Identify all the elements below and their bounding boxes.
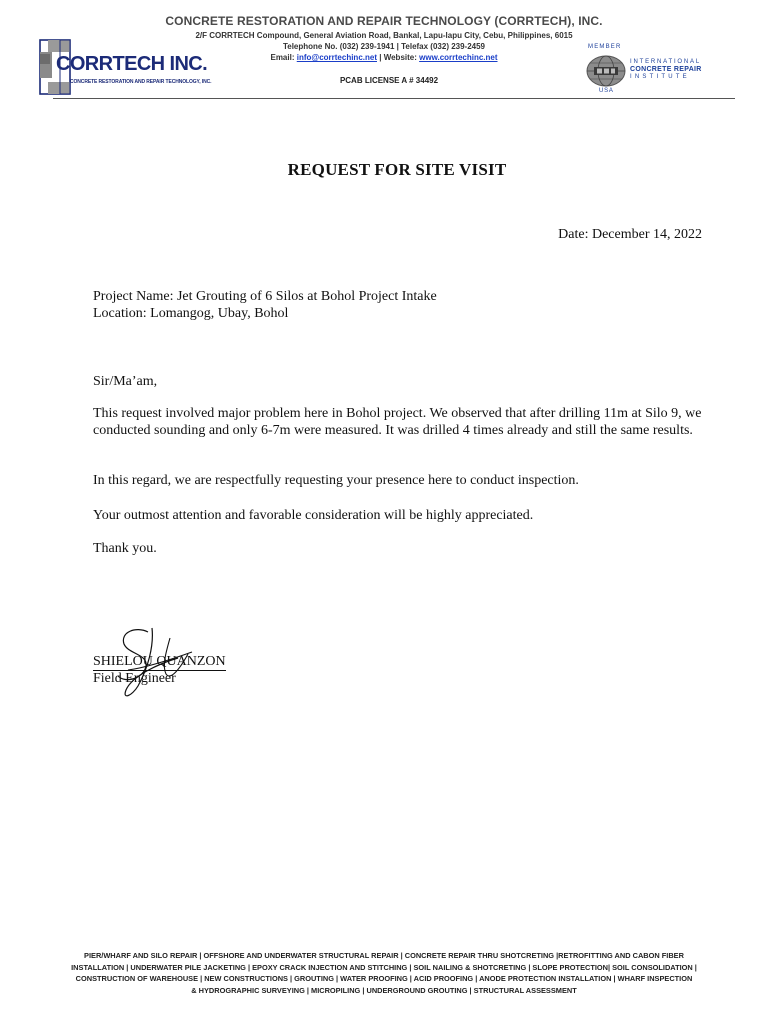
icri-line3: INSTITUTE: [630, 74, 690, 80]
website-label: | Website:: [379, 53, 417, 62]
project-location: Location: Lomangog, Ubay, Bohol: [93, 306, 289, 321]
company-telephone: Telephone No. (032) 239-1941 | Telefax (032) 239-2459: [282, 42, 486, 51]
salutation: Sir/Ma’am,: [93, 374, 158, 389]
pcab-license: PCAB LICENSE A # 34492: [339, 76, 439, 85]
footer-line-4: & HYDROGRAPHIC SURVEYING | MICROPILING | UNDERGROUND GROUTING | STRUCTURAL ASSESSMENT: [191, 985, 577, 995]
corrtech-logo: [36, 38, 236, 98]
closing: Thank you.: [93, 541, 157, 556]
icri-member-label: MEMBER: [588, 44, 622, 50]
icri-country: USA: [599, 88, 614, 94]
email-link[interactable]: info@corrtechinc.net: [296, 53, 377, 62]
body-paragraph-2: In this regard, we are respectfully requesting your presence here to conduct inspection.: [93, 473, 579, 488]
body-paragraph-3: Your outmost attention and favorable consideration will be highly appreciated.: [93, 508, 534, 523]
document-title: REQUEST FOR SITE VISIT: [287, 160, 507, 179]
project-name: Project Name: Jet Grouting of 6 Silos at Bohol Project Intake: [93, 289, 437, 304]
icri-line2: CONCRETE REPAIR: [630, 66, 702, 73]
services-footer: [40, 950, 728, 996]
project-details: [93, 288, 705, 322]
signatory-title: Field Engineer: [93, 671, 176, 686]
company-address: 2/F CORRTECH Compound, General Aviation Road, Bankal, Lapu-lapu City, Cebu, Philippines, 6015: [195, 31, 573, 40]
footer-line-1: PIER/WHARF AND SILO REPAIR | OFFSHORE AND UNDERWATER STRUCTURAL REPAIR | CONCRETE REPAIR THRU SHOTCRETING |RETROFITTING AND CABON FIBER: [84, 951, 684, 960]
document-date: Date: December 14, 2022: [558, 227, 702, 242]
website-link[interactable]: www.corrtechinc.net: [419, 53, 498, 62]
company-name: CONCRETE RESTORATION AND REPAIR TECHNOLOGY (CORRTECH), INC.: [165, 14, 603, 28]
footer-line-2: INSTALLATION | UNDERWATER PILE JACKETING | EPOXY CRACK INJECTION AND STITCHING | SOIL NAILING & SHOTCRETING | SLOPE PROTECTION| SOIL CONSOLIDATION |: [71, 962, 697, 972]
email-label: Email:: [270, 53, 295, 62]
body-paragraph-1: This request involved major problem here in Bohol project. We observed that after drilling 11m at Silo 9, we conducted sounding and only 6-7m were measured. It was drilled 4 times already and still the same results.: [93, 406, 702, 438]
header-divider: [53, 98, 735, 99]
icri-member-badge: [584, 44, 734, 98]
icri-line1: INTERNATIONAL: [630, 59, 701, 65]
footer-line-3: CONSTRUCTION OF WAREHOUSE | NEW CONSTRUCTIONS | GROUTING | WATER PROOFING | ACID PROOFING | ANODE PROTECTION INSTALLATION | WHARF INSPECTION: [75, 974, 693, 983]
signatory-name: SHIELOU QUANZON: [93, 654, 226, 669]
icri-globe-icon: [585, 53, 627, 89]
logo-tagline: CONCRETE RESTORATION AND REPAIR TECHNOLOGY, INC.: [70, 79, 212, 85]
logo-wordmark: CORRTECH INC.: [56, 53, 208, 75]
